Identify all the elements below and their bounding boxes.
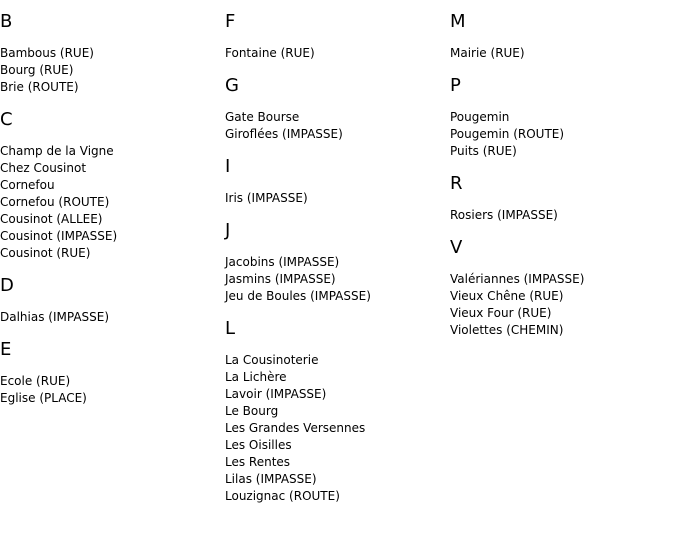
street-item[interactable]: Pougemin (ROUTE) xyxy=(450,127,565,141)
street-item[interactable]: Cousinot (IMPASSE) xyxy=(0,229,118,243)
street-item[interactable]: Iris (IMPASSE) xyxy=(225,191,308,205)
street-list xyxy=(225,190,447,207)
street-list xyxy=(0,309,222,326)
letter-heading: B xyxy=(0,11,13,32)
letter-heading: J xyxy=(225,220,231,241)
street-item[interactable]: Valériannes (IMPASSE) xyxy=(450,272,585,286)
street-list xyxy=(450,45,672,62)
street-list xyxy=(450,271,672,339)
street-list xyxy=(0,45,222,96)
letter-group-c xyxy=(0,110,222,262)
street-item[interactable]: Lavoir (IMPASSE) xyxy=(225,387,327,401)
street-item[interactable]: Cousinot (ALLEE) xyxy=(0,212,103,226)
street-index-column-1 xyxy=(0,0,222,407)
street-item[interactable]: Bambous (RUE) xyxy=(0,46,94,60)
street-item[interactable]: Louzignac (ROUTE) xyxy=(225,489,340,503)
letter-heading: L xyxy=(225,318,236,339)
letter-group-i xyxy=(225,157,447,207)
street-item[interactable]: La Cousinoterie xyxy=(225,353,319,367)
street-list xyxy=(0,373,222,407)
street-item[interactable]: Brie (ROUTE) xyxy=(0,80,79,94)
letter-heading: I xyxy=(225,156,231,177)
letter-group-g xyxy=(225,76,447,143)
street-item[interactable]: Mairie (RUE) xyxy=(450,46,525,60)
street-item[interactable]: Jasmins (IMPASSE) xyxy=(225,272,336,286)
letter-heading: F xyxy=(225,11,236,32)
street-index-column-2 xyxy=(225,0,447,505)
street-item[interactable]: Cousinot (RUE) xyxy=(0,246,91,260)
street-item[interactable]: Chez Cousinot xyxy=(0,161,87,175)
street-item[interactable]: Jeu de Boules (IMPASSE) xyxy=(225,289,371,303)
street-item[interactable]: Giroflées (IMPASSE) xyxy=(225,127,343,141)
street-item[interactable]: Fontaine (RUE) xyxy=(225,46,315,60)
street-item[interactable]: Cornefou (ROUTE) xyxy=(0,195,110,209)
letter-heading: V xyxy=(450,237,463,258)
street-item[interactable]: Gate Bourse xyxy=(225,110,300,124)
street-item[interactable]: Les Grandes Versennes xyxy=(225,421,366,435)
street-item[interactable]: Dalhias (IMPASSE) xyxy=(0,310,110,324)
street-item[interactable]: Rosiers (IMPASSE) xyxy=(450,208,558,222)
letter-heading: E xyxy=(0,339,12,360)
letter-heading: D xyxy=(0,275,14,296)
street-list xyxy=(225,45,447,62)
letter-group-f xyxy=(225,12,447,62)
letter-group-b xyxy=(0,12,222,96)
street-item[interactable]: Les Oisilles xyxy=(225,438,292,452)
street-item[interactable]: Violettes (CHEMIN) xyxy=(450,323,564,337)
letter-group-m xyxy=(450,12,672,62)
letter-group-r xyxy=(450,174,672,224)
street-item[interactable]: Eglise (PLACE) xyxy=(0,391,87,405)
street-item[interactable]: Bourg (RUE) xyxy=(0,63,74,77)
letter-heading: C xyxy=(0,109,13,130)
street-item[interactable]: Vieux Chêne (RUE) xyxy=(450,289,564,303)
street-list xyxy=(225,254,447,305)
street-item[interactable]: Ecole (RUE) xyxy=(0,374,71,388)
street-item[interactable]: Puits (RUE) xyxy=(450,144,517,158)
letter-heading: P xyxy=(450,75,461,96)
street-index-column-3 xyxy=(450,0,672,339)
street-item[interactable]: Lilas (IMPASSE) xyxy=(225,472,317,486)
street-item[interactable]: Les Rentes xyxy=(225,455,291,469)
letter-group-p xyxy=(450,76,672,160)
street-item[interactable]: Le Bourg xyxy=(225,404,279,418)
street-list xyxy=(225,109,447,143)
letter-heading: R xyxy=(450,173,463,194)
street-item[interactable]: La Lichère xyxy=(225,370,287,384)
letter-group-e xyxy=(0,340,222,407)
letter-group-l xyxy=(225,319,447,505)
letter-group-v xyxy=(450,238,672,339)
letter-heading: M xyxy=(450,11,466,32)
street-list xyxy=(450,109,672,160)
street-item[interactable]: Vieux Four (RUE) xyxy=(450,306,552,320)
street-item[interactable]: Jacobins (IMPASSE) xyxy=(225,255,340,269)
street-list xyxy=(225,352,447,505)
street-list xyxy=(0,143,222,262)
letter-group-d xyxy=(0,276,222,326)
street-item[interactable]: Cornefou xyxy=(0,178,55,192)
street-item[interactable]: Champ de la Vigne xyxy=(0,144,114,158)
letter-heading: G xyxy=(225,75,239,96)
street-item[interactable]: Pougemin xyxy=(450,110,510,124)
street-list xyxy=(450,207,672,224)
letter-group-j xyxy=(225,221,447,305)
